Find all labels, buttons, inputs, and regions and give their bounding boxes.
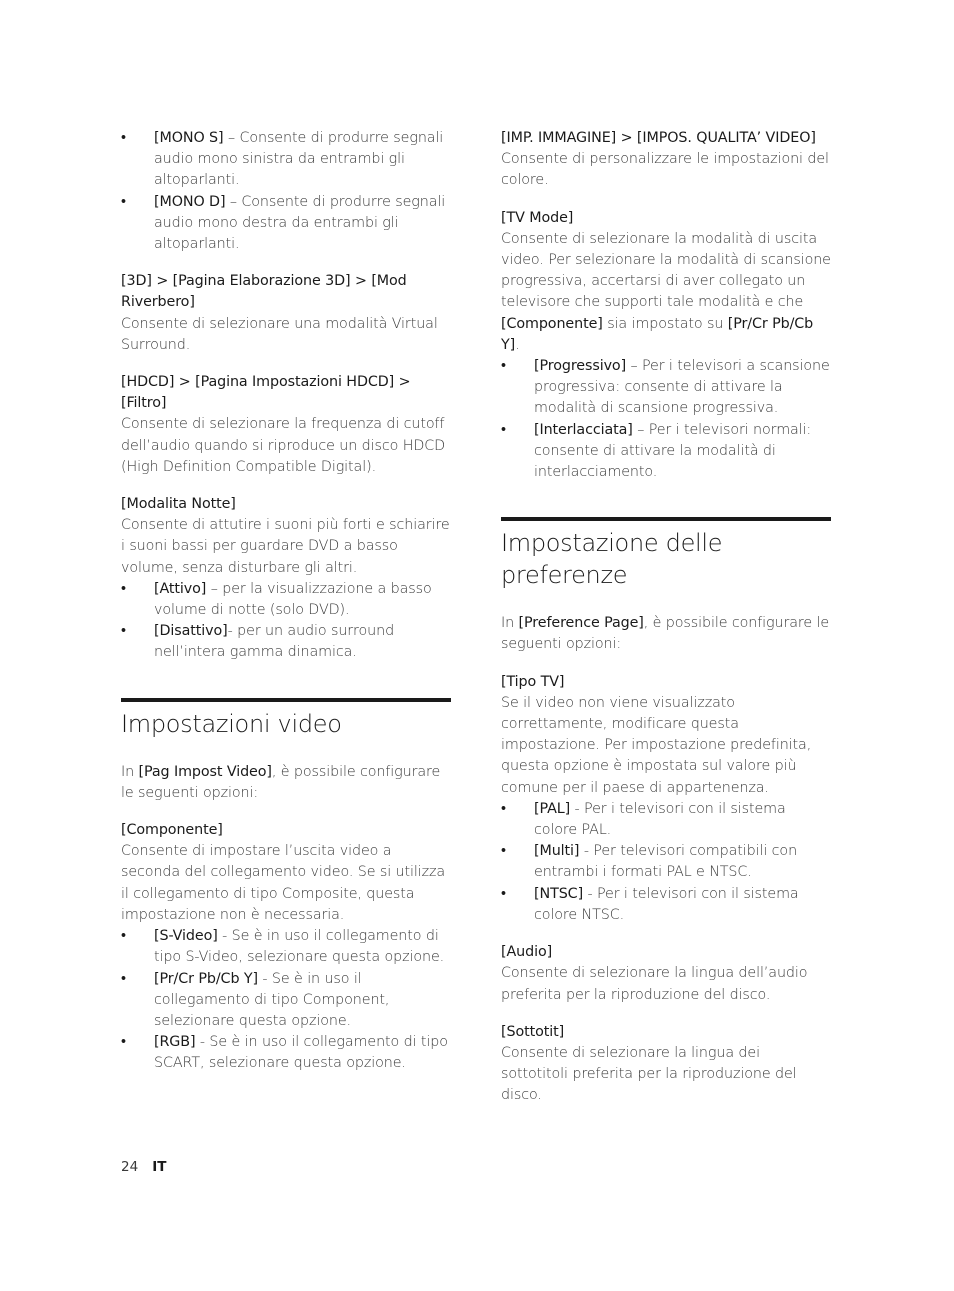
heading-tipo-tv: [Tipo TV] (501, 673, 565, 690)
heading-tv-mode: [TV Mode] (501, 209, 574, 226)
componente-options-list (121, 926, 451, 1074)
section-audio (501, 942, 831, 1006)
heading-3d-path: [3D] > [Pagina Elaborazione 3D] > [Mod Riverbero] (121, 273, 407, 311)
heading-hdcd-path: [HDCD] > [Pagina Impostazioni HDCD] > [Filtro] (121, 374, 411, 412)
desc-tv-mode: Consente di selezionare la modalità di uscita video. Per selezionare la modalità di scansione progressiva, accertarsi di aver collegato un televisore che supporti tale modalità e che [Componente] sia impostato su [Pr/Cr Pb/Cb Y]. (501, 230, 831, 353)
list-item-progressivo: • [Progressivo] – Per i televisori a scansione progressiva: consente di attivare la modalità di scansione progressiva. (501, 356, 831, 420)
desc-sottotit: Consente di selezionare la lingua dei sottotitoli preferita per la riproduzione del disco. (501, 1044, 797, 1104)
intro-video: In [Pag Impost Video], è possibile configurare le seguenti opzioni: (121, 763, 441, 801)
section-componente (121, 820, 451, 1074)
tv-mode-options-list (501, 356, 831, 483)
mono-options-list (121, 128, 451, 255)
list-item-pal: • [PAL] - Per i televisori con il sistema colore PAL. (501, 799, 831, 841)
right-column (501, 128, 831, 1107)
heading-imp-immagine-path: [IMP. IMMAGINE] > [IMPOS. QUALITA’ VIDEO] (501, 130, 816, 146)
list-item-attivo: • [Attivo] – per la visualizzazione a basso volume di notte (solo DVD). (121, 579, 451, 621)
desc-3d: Consente di selezionare una modalità Virtual Surround. (121, 315, 438, 353)
section-tipo-tv (501, 672, 831, 926)
tipo-tv-options-list (501, 799, 831, 926)
page-number: 24 (121, 1159, 139, 1175)
list-item-mono-d: • [MONO D] – Consente di produrre segnali audio mono destra da entrambi gli altoparlanti. (121, 192, 451, 256)
heading-modalita-notte: [Modalita Notte] (121, 496, 236, 513)
heading-componente: [Componente] (121, 822, 223, 839)
list-item-ntsc: • [NTSC] - Per i televisori con il sistema colore NTSC. (501, 884, 831, 926)
desc-tipo-tv: Se il video non viene visualizzato correttamente, modificare questa impostazione. Per impostazione predefinita, questa opzione è impostata sul valore più comune per il paese di appartenenza. (501, 694, 812, 796)
section-tv-mode (501, 208, 831, 484)
intro-preferenze: In [Preference Page], è possibile configurare le seguenti opzioni: (501, 615, 830, 653)
section-sottotit (501, 1022, 831, 1107)
list-item-rgb: • [RGB] - Se è in uso il collegamento di tipo SCART, selezionare questa opzione. (121, 1032, 451, 1074)
section-title-impostazioni-video: Impostazioni video (121, 698, 451, 740)
desc-imp-immagine: Consente di personalizzare le impostazioni del colore. (501, 151, 829, 189)
list-item-multi: • [Multi] - Per televisori compatibili con entrambi i formati PAL e NTSC. (501, 841, 831, 883)
list-item-mono-s: • [MONO S] – Consente di produrre segnali audio mono sinistra da entrambi gli altoparlanti. (121, 128, 451, 192)
heading-sottotit: [Sottotit] (501, 1023, 565, 1040)
left-column (121, 128, 451, 1075)
desc-componente: Consente di impostare l’uscita video a seconda del collegamento video. Se si utilizza il collegamento di tipo Composite, questa impostazione non è necessaria. (121, 843, 446, 923)
list-item-pr-cr: • [Pr/Cr Pb/Cb Y] - Se è in uso il collegamento di tipo Component, selezionare questa opzione. (121, 969, 451, 1033)
page-footer (121, 1159, 166, 1175)
section-3d (121, 271, 451, 356)
heading-audio: [Audio] (501, 944, 553, 961)
language-code: IT (152, 1159, 167, 1175)
desc-audio: Consente di selezionare la lingua dell’audio preferita per la riproduzione del disco. (501, 965, 808, 1003)
section-hdcd (121, 372, 451, 478)
desc-hdcd: Consente di selezionare la frequenza di cutoff dell’audio quando si riproduce un disco HDCD (High Definition Compatible Digital). (121, 416, 446, 475)
section-imp-immagine (501, 128, 831, 192)
notte-options-list (121, 579, 451, 664)
list-item-s-video: • [S-Video] - Se è in uso il collegamento di tipo S-Video, selezionare questa opzione. (121, 926, 451, 968)
desc-modalita-notte: Consente di attutire i suoni più forti e schiarire i suoni bassi per guardare DVD a basso volume, senza disturbare gli altri. (121, 517, 450, 576)
section-title-preferenze: Impostazione delle preferenze (501, 517, 831, 591)
list-item-interlacciata: • [Interlacciata] – Per i televisori normali: consente di attivare la modalità di interlacciamento. (501, 420, 831, 484)
list-item-disattivo: • [Disattivo]- per un audio surround nell’intera gamma dinamica. (121, 621, 451, 663)
section-modalita-notte (121, 494, 451, 664)
